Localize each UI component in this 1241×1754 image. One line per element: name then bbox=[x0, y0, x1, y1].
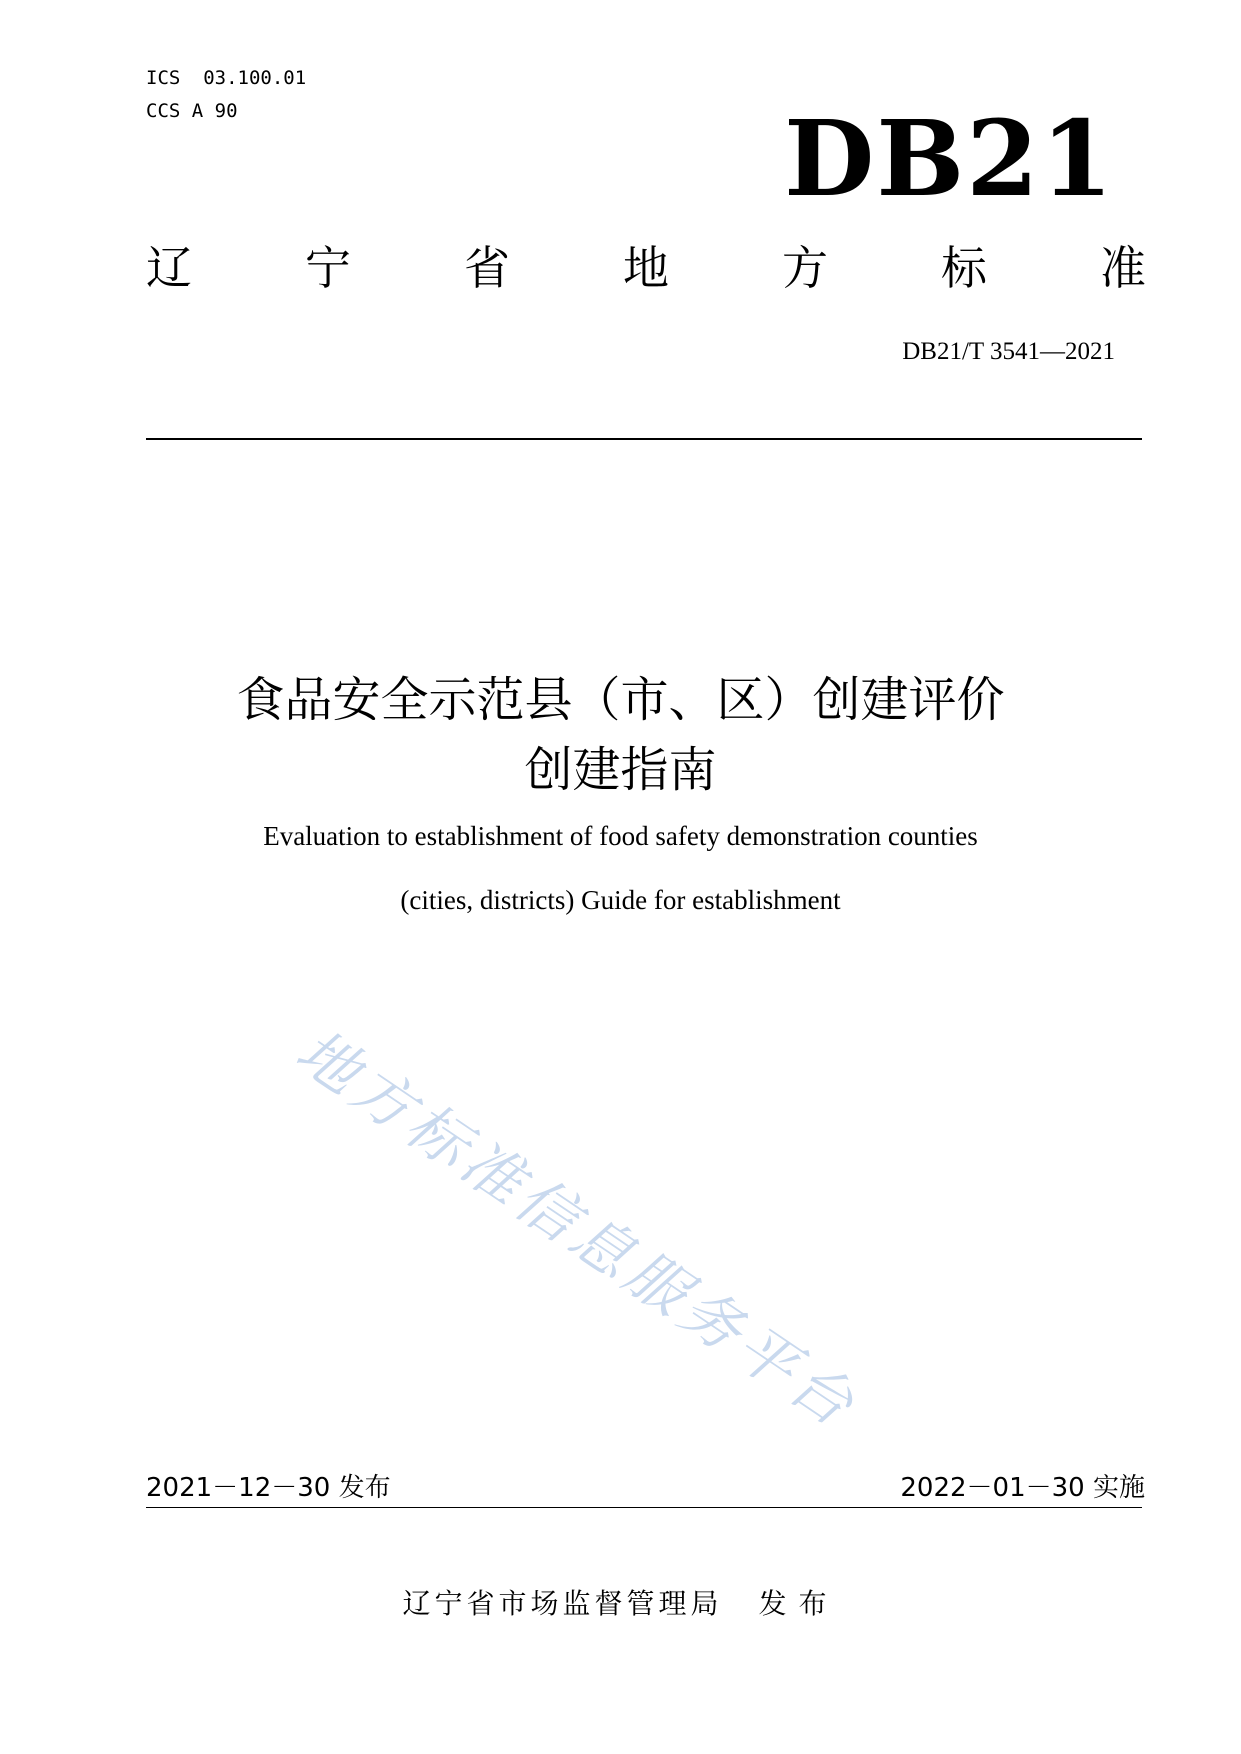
issue-date: 2021－12－30 发布 bbox=[146, 1473, 391, 1503]
standard-type-char: 准 bbox=[1100, 241, 1146, 295]
standard-type-char: 辽 bbox=[146, 241, 192, 295]
standard-type-char: 方 bbox=[782, 241, 828, 295]
ics-code: ICS 03.100.01 bbox=[146, 67, 307, 89]
standard-code: DB21/T 3541—2021 bbox=[902, 338, 1115, 365]
standard-type-char: 地 bbox=[623, 241, 669, 295]
title-en-line1: Evaluation to establishment of food safety demonstration counties bbox=[263, 821, 978, 851]
title-zh-line2: 创建指南 bbox=[524, 742, 717, 798]
issuer bbox=[0, 1585, 1241, 1623]
standard-type-char: 宁 bbox=[305, 241, 351, 295]
classification-codes bbox=[146, 62, 306, 128]
standard-type bbox=[146, 238, 1146, 298]
footer-divider bbox=[146, 1507, 1142, 1508]
standard-type-char: 标 bbox=[941, 241, 987, 295]
standard-logo: DB21 bbox=[784, 97, 1115, 220]
issuer-verb: 发布 bbox=[758, 1587, 839, 1620]
watermark: 地方标准信息服务平台 bbox=[283, 1015, 870, 1443]
implementation-date: 2022－01－30 实施 bbox=[900, 1473, 1145, 1503]
header-divider bbox=[146, 438, 1142, 440]
title-en-line2: (cities, districts) Guide for establishment bbox=[400, 885, 841, 915]
title-zh-line1: 食品安全示范县（市、区）创建评价 bbox=[236, 672, 1005, 728]
standard-type-char: 省 bbox=[464, 241, 510, 295]
ccs-code: CCS A 90 bbox=[146, 100, 238, 122]
issuer-name: 辽宁省市场监督管理局 bbox=[402, 1587, 723, 1620]
